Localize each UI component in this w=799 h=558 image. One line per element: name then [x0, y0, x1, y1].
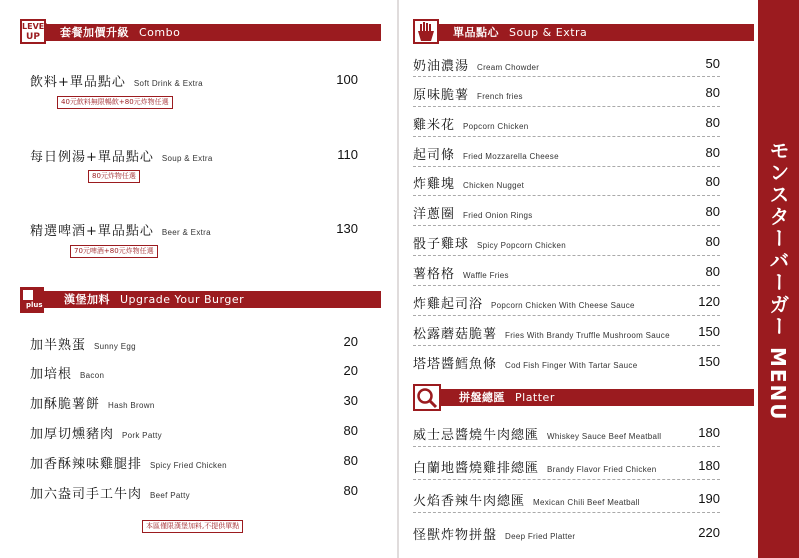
extras-header — [413, 24, 754, 41]
menu-item — [413, 144, 559, 164]
fries-icon — [413, 19, 439, 44]
divider — [413, 195, 720, 196]
item-price: 190 — [698, 491, 720, 506]
item-name-en: Cod Fish Finger With Tartar Sauce — [505, 361, 638, 370]
item-name-zh: 松露蘑菇脆薯 — [413, 327, 498, 342]
item-name-zh: 飲料+單品點心 — [30, 75, 126, 90]
item-note: 40元飲料無限暢飲+80元炸物任選 — [57, 96, 173, 109]
item-name-en: Soup & Extra — [161, 154, 213, 163]
divider — [413, 106, 720, 107]
plus-icon — [20, 287, 44, 313]
item-name-en: Mexican Chili Beef Meatball — [533, 498, 640, 507]
menu-item — [413, 55, 539, 75]
item-name-zh: 炸雞塊 — [413, 177, 456, 192]
item-name-zh: 白蘭地醬燒雞排總匯 — [413, 461, 540, 476]
burger-note: 本區僅限漢堡加料,不提供單點 — [142, 520, 243, 533]
menu-item — [30, 71, 203, 91]
item-name-en: French fries — [477, 92, 523, 101]
item-price: 180 — [698, 425, 720, 440]
item-name-zh: 加厚切燻豬肉 — [30, 427, 115, 442]
menu-item — [413, 293, 635, 313]
menu-item — [413, 114, 528, 134]
center-fold — [397, 0, 399, 558]
item-name-en: Whiskey Sauce Beef Meatball — [547, 432, 662, 441]
item-price: 80 — [343, 453, 358, 468]
menu-item — [30, 146, 213, 166]
item-name-zh: 炸雞起司浴 — [413, 297, 484, 312]
item-name-en: Sunny Egg — [94, 342, 136, 351]
item-note: 80元炸物任選 — [88, 170, 140, 183]
item-note: 70元啤酒+80元炸物任選 — [70, 245, 158, 258]
item-name-zh: 薯格格 — [413, 267, 456, 282]
divider — [413, 479, 720, 480]
item-price: 150 — [698, 354, 720, 369]
divider — [413, 76, 720, 77]
item-name-en: Beef Patty — [150, 491, 190, 500]
menu-item — [413, 524, 575, 544]
divider — [413, 136, 720, 137]
item-name-zh: 起司條 — [413, 148, 456, 163]
item-price: 50 — [705, 56, 720, 71]
item-name-zh: 加培根 — [30, 367, 73, 382]
item-name-en: Popcorn Chicken With Cheese Sauce — [491, 301, 635, 310]
burger-title-zh: 漢堡加料 — [64, 293, 110, 306]
item-name-en: Bacon — [80, 371, 105, 380]
item-name-en: Brandy Flavor Fried Chicken — [547, 465, 657, 474]
menu-item — [30, 220, 211, 240]
extras-title-zh: 單品點心 — [453, 26, 499, 39]
item-name-en: Spicy Fried Chicken — [150, 461, 227, 470]
item-name-en: Soft Drink & Extra — [133, 79, 203, 88]
divider — [413, 255, 720, 256]
item-name-en: Pork Patty — [122, 431, 162, 440]
plus-icon-label: plus — [26, 301, 43, 309]
sidebar-title: モンスターバーガー MENU — [766, 140, 790, 422]
divider — [413, 446, 720, 447]
extras-title-en: Soup & Extra — [509, 26, 588, 39]
item-price: 80 — [705, 145, 720, 160]
item-name-en: Waffle Fries — [463, 271, 509, 280]
item-name-en: Cream Chowder — [477, 63, 540, 72]
menu-item — [30, 483, 190, 503]
item-price: 150 — [698, 324, 720, 339]
divider — [413, 512, 720, 513]
item-name-en: Fries With Brandy Truffle Mushroom Sauce — [505, 331, 670, 340]
level-up-icon — [20, 19, 50, 44]
item-price: 80 — [705, 85, 720, 100]
menu-item — [413, 457, 657, 477]
combo-title-en: Combo — [139, 26, 181, 39]
burger-title-en: Upgrade Your Burger — [120, 293, 245, 306]
item-name-zh: 奶油濃湯 — [413, 59, 470, 74]
item-price: 130 — [336, 221, 358, 236]
item-price: 80 — [705, 264, 720, 279]
item-price: 180 — [698, 458, 720, 473]
menu-item — [30, 423, 162, 443]
item-name-en: Chicken Nugget — [463, 181, 525, 190]
item-name-zh: 每日例湯+單品點心 — [30, 150, 154, 165]
menu-item — [413, 490, 640, 510]
menu-item — [413, 424, 661, 444]
item-price: 80 — [705, 234, 720, 249]
menu-item — [30, 334, 136, 354]
platter-header — [413, 389, 754, 406]
item-price: 20 — [343, 334, 358, 349]
item-name-zh: 威士忌醬燒牛肉總匯 — [413, 428, 540, 443]
burger-header — [20, 291, 381, 308]
item-name-zh: 雞米花 — [413, 118, 456, 133]
item-name-en: Fried Mozzarella Cheese — [463, 152, 559, 161]
menu-item — [413, 203, 533, 223]
menu-item — [413, 233, 566, 253]
item-name-zh: 原味脆薯 — [413, 88, 470, 103]
combo-title-zh: 套餐加價升級 — [60, 26, 129, 39]
item-name-zh: 精選啤酒+單品點心 — [30, 224, 154, 239]
item-name-en: Spicy Popcorn Chicken — [477, 241, 567, 250]
item-price: 30 — [343, 393, 358, 408]
divider — [413, 225, 720, 226]
item-name-zh: 火焰香辣牛肉總匯 — [413, 494, 526, 509]
item-price: 110 — [337, 147, 358, 162]
menu-item — [413, 323, 670, 343]
item-name-en: Beer & Extra — [161, 228, 211, 237]
item-price: 100 — [336, 72, 358, 87]
menu-item — [413, 173, 524, 193]
item-name-zh: 加六盎司手工牛肉 — [30, 487, 143, 502]
item-price: 80 — [343, 483, 358, 498]
item-name-en: Deep Fried Platter — [505, 532, 576, 541]
platter-title-en: Platter — [515, 391, 555, 404]
combo-header — [20, 24, 381, 41]
menu-item — [413, 353, 637, 373]
item-name-en: Fried Onion Rings — [463, 211, 533, 220]
menu-item — [30, 393, 155, 413]
menu-item — [413, 84, 523, 104]
item-name-zh: 骰子雞球 — [413, 237, 470, 252]
item-price: 120 — [698, 294, 720, 309]
item-price: 220 — [698, 525, 720, 540]
divider — [413, 285, 720, 286]
item-price: 80 — [705, 204, 720, 219]
item-name-zh: 塔塔醬鱈魚條 — [413, 357, 498, 372]
item-price: 80 — [343, 423, 358, 438]
item-price: 20 — [343, 363, 358, 378]
menu-item — [30, 453, 227, 473]
item-price: 80 — [705, 115, 720, 130]
item-name-zh: 怪獸炸物拼盤 — [413, 528, 498, 543]
level-up-icon-line1: LEVEL — [22, 22, 50, 31]
item-name-zh: 加酥脆薯餅 — [30, 397, 101, 412]
item-name-zh: 加香酥辣味雞腿排 — [30, 457, 143, 472]
item-name-zh: 洋蔥圈 — [413, 207, 456, 222]
item-name-zh: 加半熟蛋 — [30, 338, 87, 353]
menu-item — [413, 263, 509, 283]
divider — [413, 166, 720, 167]
magnifier-icon — [413, 384, 441, 411]
divider — [413, 315, 720, 316]
platter-title-zh: 拼盤總匯 — [459, 391, 505, 404]
item-name-en: Hash Brown — [108, 401, 155, 410]
level-up-icon-line2: UP — [26, 32, 40, 42]
item-name-en: Popcorn Chicken — [463, 122, 529, 131]
divider — [413, 345, 720, 346]
item-price: 80 — [705, 174, 720, 189]
menu-item — [30, 363, 104, 383]
